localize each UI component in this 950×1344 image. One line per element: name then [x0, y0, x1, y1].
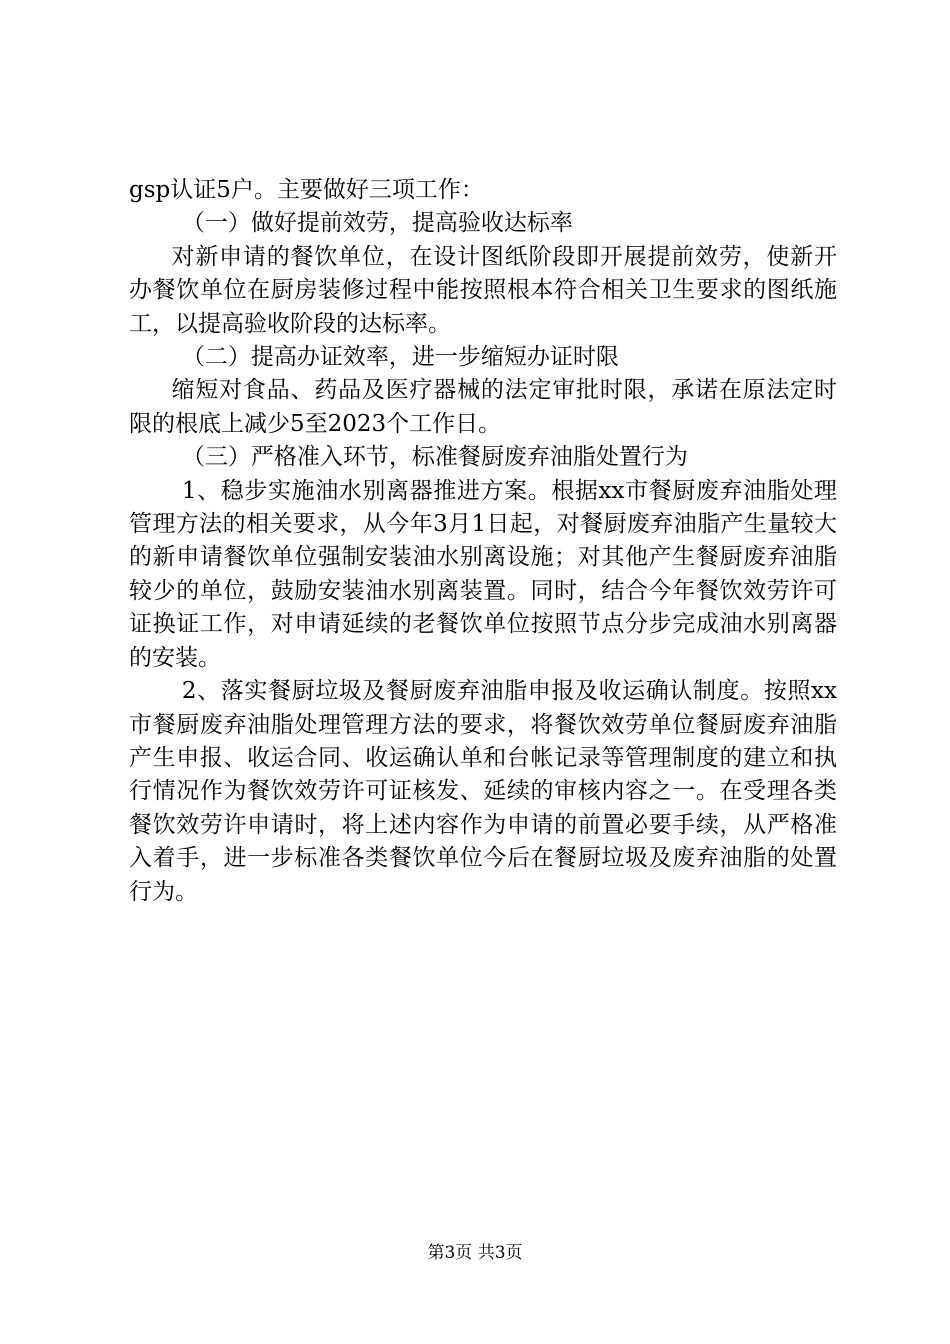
document-body	[129, 174, 837, 909]
page-footer	[0, 1241, 950, 1265]
paragraph-item-1: 1、稳步实施油水别离器推进方案。根据xx市餐厨废弃油脂处理管理方法的相关要求，从今年3月1日起，对餐厨废弃油脂产生量较大的新申请餐饮单位强制安装油水别离设施；对其他产生餐厨废弃油脂较少的单位，鼓励安装油水别离装置。同时，结合今年餐饮效劳许可证换证工作，对申请延续的老餐饮单位按照节点分步完成油水别离器的安装。	[129, 477, 837, 671]
heading-section-3: （三）严格准入环节，标准餐厨废弃油脂处置行为	[181, 444, 688, 471]
heading-section-2: （二）提高办证效率，进一步缩短办证时限	[181, 344, 619, 371]
paragraph-intro: gsp认证5户。主要做好三项工作：	[129, 177, 484, 203]
page-number: 第3页 共3页	[427, 1243, 523, 1263]
heading-section-1: （一）做好提前效劳，提高验收达标率	[181, 210, 573, 237]
paragraph-item-2: 2、落实餐厨垃圾及餐厨废弃油脂申报及收运确认制度。按照xx市餐厨废弃油脂处理管理方法的要求，将餐饮效劳单位餐厨废弃油脂产生申报、收运合同、收运确认单和台帐记录等管理制度的建立和执行情况作为餐饮效劳许可证核发、延续的审核内容之一。在受理各类餐饮效劳许申请时，将上述内容作为申请的前置必要手续，从严格准入着手，进一步标准各类餐饮单位今后在餐厨垃圾及废弃油脂的处置行为。	[129, 678, 837, 905]
paragraph-section-2: 缩短对食品、药品及医疗器械的法定审批时限，承诺在原法定时限的根底上减少5至2023个工作日。	[129, 377, 837, 437]
paragraph-section-1: 对新申请的餐饮单位，在设计图纸阶段即开展提前效劳，使新开办餐饮单位在厨房装修过程中能按照根本符合相关卫生要求的图纸施工，以提高验收阶段的达标率。	[129, 243, 837, 337]
